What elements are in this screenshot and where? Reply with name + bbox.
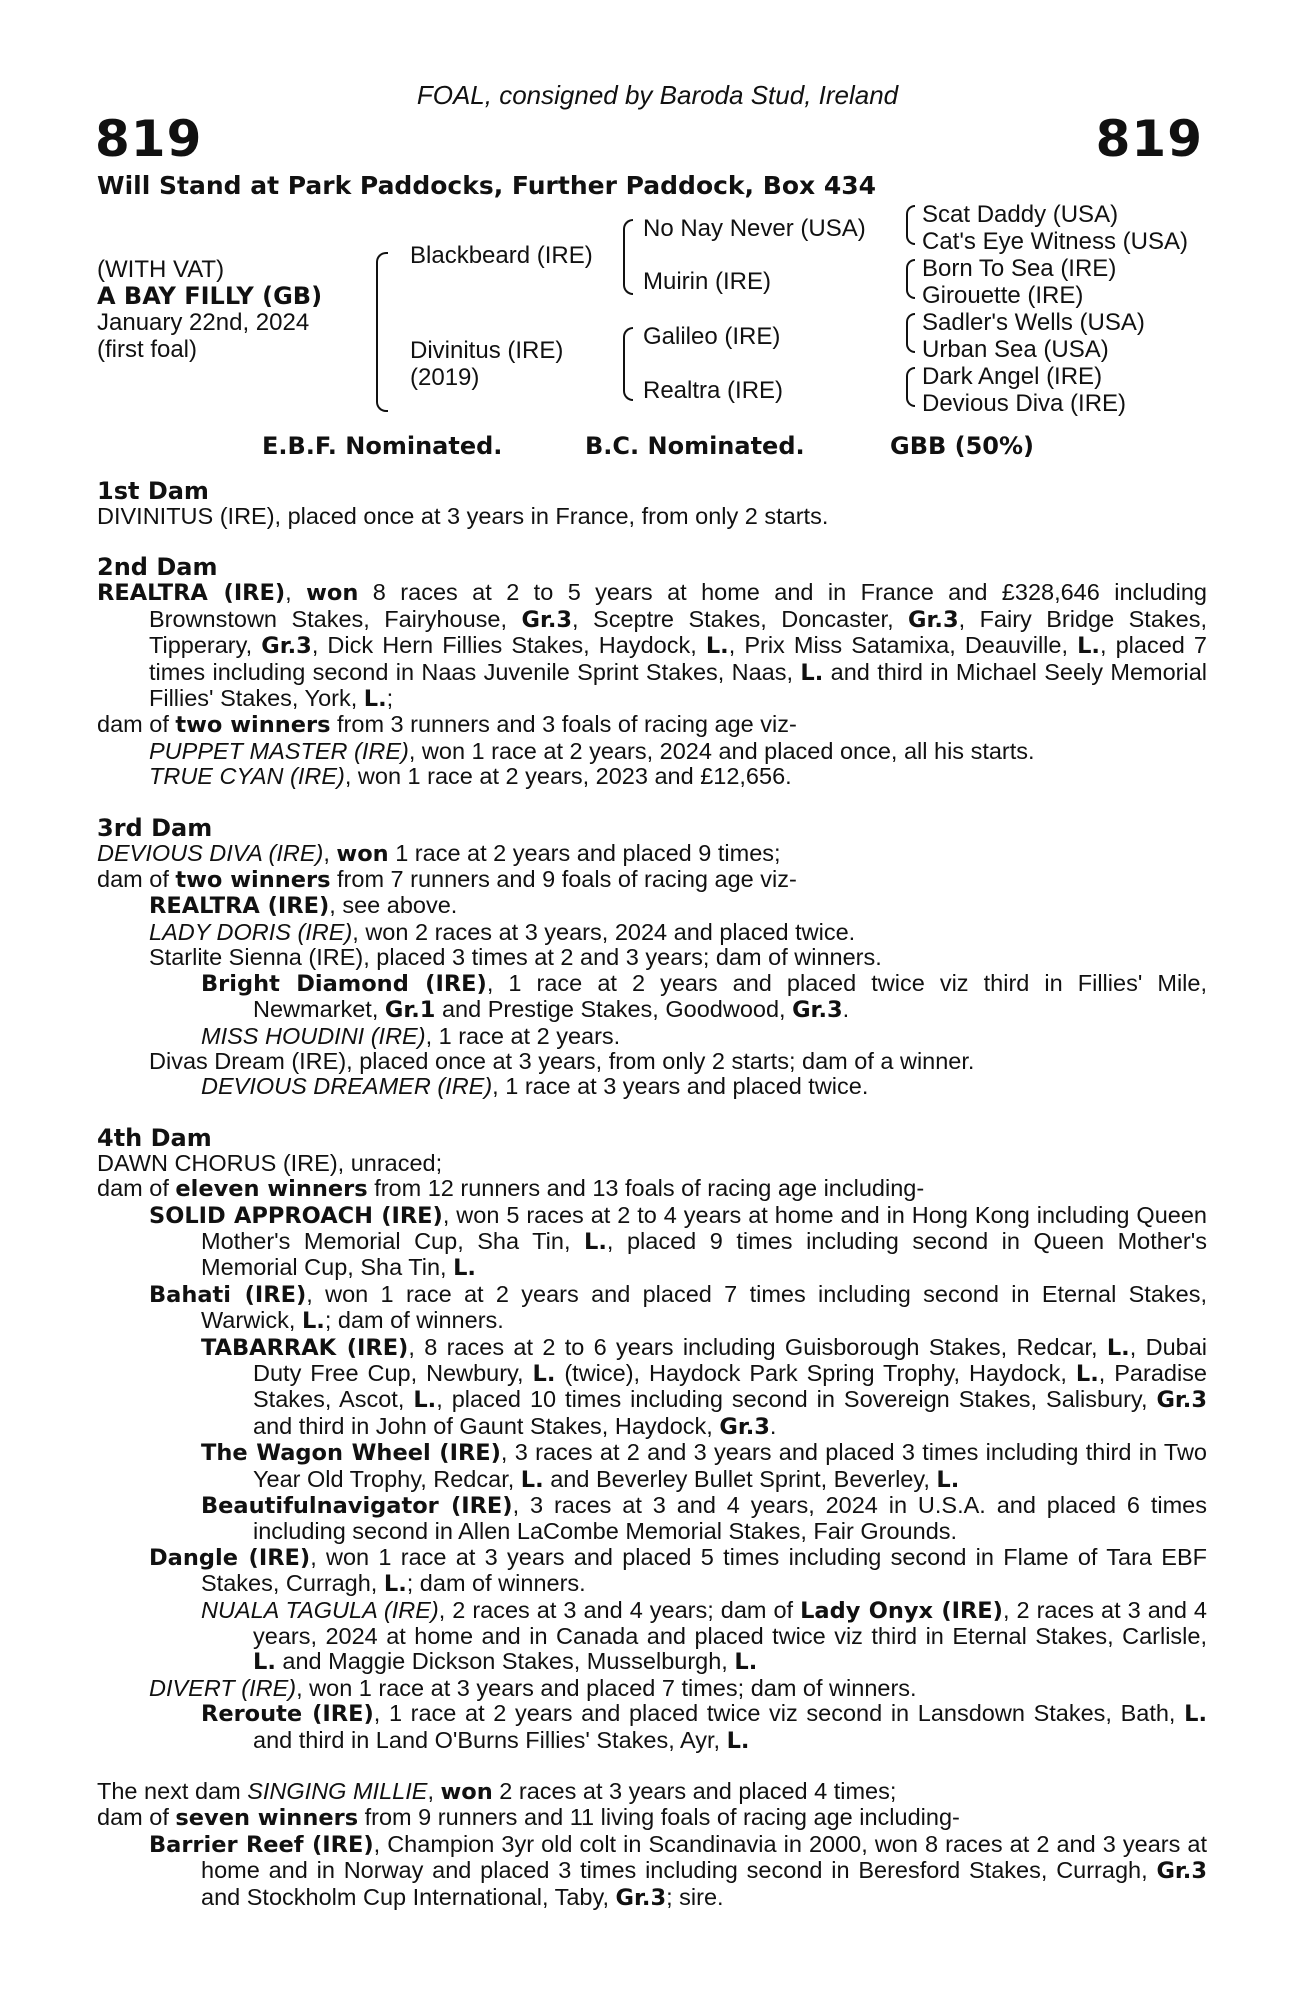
next-dam-progeny: Barrier Reef (IRE), Champion 3yr old colt in Scandinavia in 2000, won 8 races at 2 and 3 years at home and in Norway and placed 3 times including second in Beresford Stakes, Curragh, Gr.3 and Stockholm Cup International, Taby, Gr.3; sire.: [149, 1830, 1208, 1911]
second-dam-section: [97, 554, 1207, 789]
consignor-line: FOAL, consigned by Baroda Stud, Ireland: [416, 80, 899, 110]
horse-name: A BAY FILLY (GB): [97, 282, 323, 310]
fourth-dam-progeny: Bahati (IRE), won 1 race at 2 years and placed 7 times including second in Eternal Stakes, Warwick, L.; dam of winners.: [149, 1280, 1207, 1335]
dam-name: Divinitus (IRE): [410, 337, 564, 364]
third-dam-heading: 3rd Dam: [97, 813, 213, 842]
pedigree-brace-g3-3: [906, 313, 915, 353]
gbb-status: GBB (50%): [890, 432, 1035, 460]
fourth-dam-produce-summary: dam of eleven winners from 12 runners and 13 foals of racing age including-: [97, 1175, 925, 1203]
second-dam-heading: 2nd Dam: [97, 553, 218, 582]
family-details: [97, 478, 1207, 1911]
sire-sire-sire: Scat Daddy (USA): [922, 201, 1119, 228]
fourth-dam-progeny: Dangle (IRE), won 1 race at 3 years and placed 5 times including second in Flame of Tara EBF Stakes, Curragh, L.; dam of winners.: [149, 1543, 1207, 1598]
bc-nomination: B.C. Nominated.: [585, 432, 805, 460]
fourth-dam-grand-progeny: Beautifulnavigator (IRE), 3 races at 3 and 4 years, 2024 in U.S.A. and placed 6 times including second in Allen LaCombe Memorial Stakes, Fair Grounds.: [201, 1492, 1207, 1545]
sire-dam-dam: Girouette (IRE): [922, 282, 1084, 309]
fourth-dam-grand-progeny: Reroute (IRE), 1 race at 2 years and placed twice viz second in Lansdown Stakes, Bath, L. and third in Land O'Burns Fillies' Stakes, Ayr, L.: [201, 1700, 1207, 1754]
fourth-dam-progeny: SOLID APPROACH (IRE), won 5 races at 2 to 4 years at home and in Hong Kong including Queen Mother's Memorial Cup, Sha Tin, L., placed 9 times including second in Queen Mother's Memorial Cup, Sha Tin, L.: [149, 1201, 1207, 1282]
second-dam-produce-summary: dam of two winners from 3 runners and 3 foals of racing age viz-: [97, 711, 797, 739]
third-dam-grand-progeny: MISS HOUDINI (IRE), 1 race at 2 years.: [201, 1022, 621, 1049]
pedigree-brace-g3-1: [906, 205, 915, 245]
pedigree-brace-g3-2: [906, 259, 915, 299]
third-dam-produce-summary: dam of two winners from 7 runners and 9 foals of racing age viz-: [97, 866, 797, 894]
pedigree-brace-main: [376, 252, 388, 412]
foal-note: (first foal): [97, 336, 198, 363]
lot-number-right: 819: [1095, 110, 1203, 168]
dam-year: (2019): [410, 364, 480, 391]
first-dam-heading: 1st Dam: [97, 477, 209, 505]
pedigree-brace-dam: [623, 327, 633, 401]
date-of-birth: January 22nd, 2024: [97, 309, 310, 336]
third-dam-progeny: Starlite Sienna (IRE), placed 3 times at 2 and 3 years; dam of winners.: [149, 944, 882, 971]
dam-sire: Galileo (IRE): [643, 323, 781, 350]
sire-sire-dam: Cat's Eye Witness (USA): [922, 228, 1188, 255]
third-dam-grand-progeny: Bright Diamond (IRE), 1 race at 2 years and placed twice viz third in Fillies' Mile, Newmarket, Gr.1 and Prestige Stakes, Goodwood, Gr.3.: [201, 969, 1207, 1024]
third-dam-progeny: LADY DORIS (IRE), won 2 races at 3 years, 2024 and placed twice.: [149, 918, 856, 945]
lot-number-left: 819: [95, 110, 203, 168]
sire-name: Blackbeard (IRE): [410, 242, 593, 269]
sire-dam: Muirin (IRE): [643, 268, 772, 295]
first-dam-text: DIVINITUS (IRE), placed once at 3 years in France, from only 2 starts.: [97, 503, 829, 529]
second-dam-progeny: PUPPET MASTER (IRE), won 1 race at 2 years, 2024 and placed once, all his starts.: [149, 737, 1035, 764]
second-dam-record: REALTRA (IRE), won 8 races at 2 to 5 years at home and in France and £328,646 including Brownstown Stakes, Fairyhouse, Gr.3, Sceptre Stakes, Doncaster, Gr.3, Fairy Bridge Stakes, Tipperary, Gr.3, Dick Hern Fillies Stakes, Haydock, L., Prix Miss Satamixa, Deauville, L., placed 7 times including second in Naas Juvenile Sprint Stakes, Naas, L. and third in Michael Seely Memorial Fillies' Stakes, York, L.;: [97, 579, 1208, 713]
next-dam-record: The next dam SINGING MILLIE, won 2 races at 3 years and placed 4 times;: [97, 1778, 897, 1806]
pedigree-brace-sire: [623, 219, 633, 295]
dam-dam: Realtra (IRE): [643, 377, 784, 404]
fourth-dam-heading: 4th Dam: [97, 1123, 212, 1152]
dam-sire-sire: Sadler's Wells (USA): [922, 309, 1145, 336]
next-dam-produce-summary: dam of seven winners from 9 runners and 11 living foals of racing age including-: [97, 1804, 960, 1832]
dam-dam-dam: Devious Diva (IRE): [922, 390, 1127, 417]
third-dam-section: [97, 815, 1207, 1100]
next-dam-section: [97, 1779, 1207, 1911]
fourth-dam-section: [97, 1125, 1207, 1754]
sire-dam-sire: Born To Sea (IRE): [922, 255, 1117, 282]
vat-note: (WITH VAT): [97, 256, 225, 283]
dam-dam-sire: Dark Angel (IRE): [922, 363, 1103, 390]
sire-sire: No Nay Never (USA): [643, 215, 866, 242]
third-dam-record: DEVIOUS DIVA (IRE), won 1 race at 2 years and placed 9 times;: [97, 839, 781, 867]
fourth-dam-grand-progeny: The Wagon Wheel (IRE), 3 races at 2 and 3 years and placed 3 times including third in Two Year Old Trophy, Redcar, L. and Beverley Bullet Sprint, Beverley, L.: [201, 1439, 1207, 1493]
fourth-dam-grand-progeny: NUALA TAGULA (IRE), 2 races at 3 and 4 years; dam of Lady Onyx (IRE), 2 races at 3 and 4 years, 2024 at home and in Canada and placed twice viz third in Eternal Stakes, Carlisle, L. and Maggie Dickson Stakes, Musselburgh, L.: [201, 1596, 1208, 1676]
ebf-nomination: E.B.F. Nominated.: [262, 432, 503, 460]
third-dam-progeny: REALTRA (IRE), see above.: [149, 892, 458, 920]
fourth-dam-progeny: DIVERT (IRE), won 1 race at 3 years and placed 7 times; dam of winners.: [149, 1674, 917, 1701]
fourth-dam-grand-progeny: TABARRAK (IRE), 8 races at 2 to 6 years including Guisborough Stakes, Redcar, L., Dubai Duty Free Cup, Newbury, L. (twice), Haydock Park Spring Trophy, Haydock, L., Paradise Stakes, Ascot, L., placed 10 times including second in Sovereign Stakes, Salisbury, Gr.3 and third in John of Gaunt Stakes, Haydock, Gr.3.: [201, 1333, 1208, 1440]
pedigree-brace-g3-4: [906, 367, 915, 407]
fourth-dam-record: DAWN CHORUS (IRE), unraced;: [97, 1149, 443, 1176]
second-dam-progeny: TRUE CYAN (IRE), won 1 race at 2 years, 2023 and £12,656.: [149, 763, 792, 790]
dam-sire-dam: Urban Sea (USA): [922, 336, 1109, 363]
stabling-location: Will Stand at Park Paddocks, Further Paddock, Box 434: [97, 171, 877, 200]
third-dam-progeny: Divas Dream (IRE), placed once at 3 years, from only 2 starts; dam of a winner.: [149, 1047, 975, 1074]
third-dam-grand-progeny: DEVIOUS DREAMER (IRE), 1 race at 3 years and placed twice.: [201, 1073, 869, 1100]
first-dam-section: [97, 478, 1207, 529]
